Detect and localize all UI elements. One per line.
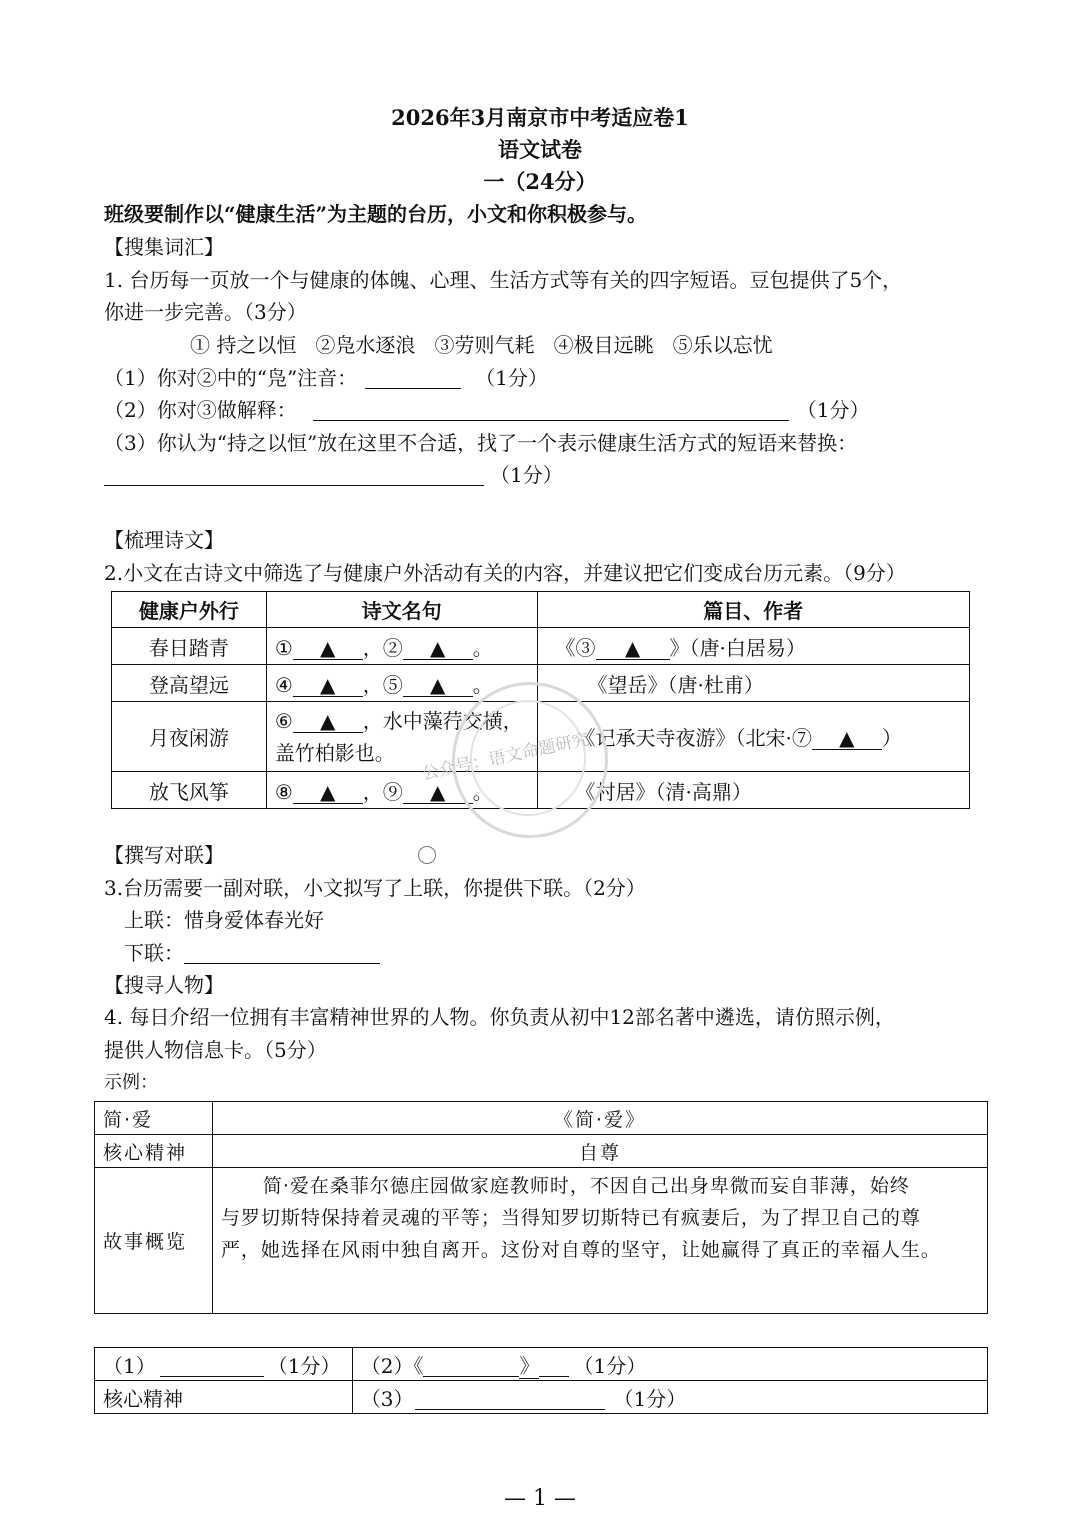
answer-cell-1 — [95, 1348, 353, 1381]
line-text: ，水中藻荇交横， — [362, 708, 523, 733]
label: （3） — [360, 1386, 414, 1411]
marker: ④ — [274, 672, 293, 697]
period: 。 — [472, 779, 493, 804]
sub-question-1 — [104, 364, 548, 392]
answer-blank-name[interactable] — [160, 1354, 264, 1377]
table-row — [95, 1102, 988, 1135]
work-suffix: ） — [881, 726, 902, 750]
comma: ， — [362, 635, 383, 660]
circle-mark-icon — [418, 846, 436, 864]
marker: ① — [274, 635, 293, 660]
example-spirit-label: 核心精神 — [95, 1135, 213, 1168]
heading-character: 【搜寻人物】 — [104, 973, 224, 997]
table-row — [95, 1135, 988, 1168]
label: （1） — [103, 1353, 156, 1378]
marker: ⑤ — [382, 672, 403, 697]
table-row — [95, 1168, 988, 1314]
question-1-line1: 1. 台历每一页放一个与健康的体魄、心理、生活方式等有关的四字短语。豆包提供了5个， — [104, 268, 903, 292]
question-4-line2: 提供人物信息卡。（5分） — [104, 1038, 327, 1062]
sub-question-2 — [104, 396, 869, 424]
answer-blank[interactable]: ▲ — [293, 637, 363, 660]
question-1-line2: 你进一步完善。（3分） — [104, 300, 307, 324]
answer-card-table — [94, 1347, 988, 1414]
marker: ⑥ — [274, 708, 293, 733]
example-story-label: 故事概览 — [95, 1168, 213, 1314]
answer-cell-2 — [352, 1348, 987, 1381]
couplet-upper: 上联：惜身爱体春光好 — [124, 908, 324, 932]
score: （1分） — [573, 1353, 647, 1378]
table-row — [95, 1348, 988, 1381]
sub-question-3: （3）你认为“持之以恒”放在这里不合适，找了一个表示健康生活方式的短语来替换： — [104, 431, 858, 455]
score: （1分） — [613, 1386, 687, 1411]
comma: ， — [362, 672, 383, 697]
header-work: 篇目、作者 — [537, 592, 969, 628]
answer-blank[interactable]: ▲ — [403, 781, 473, 804]
phrase-options: ① 持之以恒 ②凫水逐浪 ③劳则气耗 ④极目远眺 ⑤乐以忘忧 — [190, 333, 773, 357]
answer-blank[interactable]: ▲ — [596, 637, 670, 660]
answer-blank-replacement[interactable] — [104, 463, 484, 486]
activity-cell: 放飞风筝 — [112, 772, 267, 809]
heading-couplet: 【撰写对联】 — [104, 843, 224, 867]
answer-blank-couplet[interactable] — [184, 941, 380, 964]
example-story — [212, 1168, 987, 1314]
section-heading: 一（24分） — [483, 169, 597, 194]
score: （1分） — [267, 1353, 341, 1378]
marker: ② — [382, 635, 403, 660]
question-4-line1: 4. 每日介绍一位拥有丰富精神世界的人物。你负责从初中12部名著中遴选，请仿照示例， — [104, 1005, 895, 1029]
heading-poetry: 【梳理诗文】 — [104, 528, 224, 552]
answer-blank-explain[interactable] — [313, 398, 789, 421]
work-text: 《村居》（清·高鼎） — [575, 779, 752, 804]
example-name: 简·爱 — [95, 1102, 213, 1135]
answer-blank-pinyin[interactable] — [365, 366, 461, 389]
table-row — [95, 1381, 988, 1414]
answer-blank[interactable]: ▲ — [403, 674, 473, 697]
sub3-score: （1分） — [490, 463, 563, 487]
watermark-text: 公众号：语文命题研究 — [420, 729, 591, 785]
answer-blank[interactable]: ▲ — [293, 781, 363, 804]
story-line: 严，她选择在风雨中独自离开。这份对自尊的坚守，让她赢得了真正的幸福人生。 — [220, 1239, 941, 1261]
work-prefix: 《记承天寺夜游》（北宋·⑦ — [575, 726, 812, 750]
sub2-score: （1分） — [796, 398, 870, 422]
header-lines: 诗文名句 — [266, 592, 537, 628]
work-text: 《望岳》（唐·杜甫） — [587, 672, 764, 697]
period: 。 — [472, 635, 493, 660]
comma: ， — [362, 779, 383, 804]
sub1-score: （1分） — [475, 366, 548, 390]
page-number: — 1 — — [504, 1486, 576, 1511]
poetry-table-header — [112, 592, 970, 628]
table-row — [112, 628, 970, 665]
work-suffix: 》（唐·白居易） — [669, 635, 806, 660]
lines-cell — [266, 628, 537, 665]
example-label: 示例： — [104, 1072, 158, 1093]
story-line: 与罗切斯特保持着灵魂的平等；当得知罗切斯特已有疯妻后，为了捍卫自己的尊 — [220, 1207, 921, 1229]
example-book: 《简·爱》 — [212, 1102, 987, 1135]
couplet-lower-label: 下联： — [124, 941, 184, 965]
example-spirit: 自尊 — [212, 1135, 987, 1168]
marker: ⑧ — [274, 779, 293, 804]
answer-cell-3 — [352, 1381, 987, 1414]
story-line: 简·爱在桑菲尔德庄园做家庭教师时，不因自己出身卑微而妄自菲薄，始终 — [262, 1175, 910, 1197]
label: （2）《 — [360, 1353, 424, 1378]
exam-subtitle: 语文试卷 — [498, 137, 582, 162]
work-cell — [537, 665, 969, 702]
answer-blank[interactable]: ▲ — [812, 727, 882, 750]
sub1-label: （1）你对②中的“凫”注音： — [104, 366, 358, 390]
label: 》 — [519, 1353, 540, 1378]
period: 。 — [472, 672, 493, 697]
answer-spirit-label: 核心精神 — [95, 1381, 353, 1414]
header-activity: 健康户外行 — [112, 592, 267, 628]
answer-blank[interactable]: ▲ — [293, 710, 363, 733]
heading-collect-words: 【搜集词汇】 — [104, 235, 224, 259]
line-text: 盖竹柏影也。 — [274, 740, 395, 765]
sub-question-3-answer — [104, 461, 563, 489]
question-3: 3.台历需要一副对联，小文拟写了上联，你提供下联。（2分） — [104, 876, 646, 900]
activity-cell: 月夜闲游 — [112, 702, 267, 772]
activity-cell: 春日踏青 — [112, 628, 267, 665]
couplet-lower-row — [124, 939, 380, 967]
intro-text: 班级要制作以“健康生活”为主题的台历，小文和你积极参与。 — [104, 202, 648, 226]
answer-blank-book[interactable] — [423, 1354, 519, 1377]
question-2: 2.小文在古诗文中筛选了与健康户外活动有关的内容，并建议把它们变成台历元素。（9分） — [104, 561, 906, 585]
marker: ⑨ — [382, 779, 403, 804]
answer-blank[interactable]: ▲ — [403, 637, 473, 660]
work-prefix: 《③ — [555, 635, 596, 660]
exam-title: 2026年3月南京市中考适应卷1 — [391, 105, 689, 130]
answer-blank-tail — [539, 1354, 569, 1377]
sub2-label: （2）你对③做解释： — [104, 398, 297, 422]
work-cell — [537, 628, 969, 665]
activity-cell: 登高望远 — [112, 665, 267, 702]
answer-blank[interactable]: ▲ — [293, 674, 363, 697]
example-card-table — [94, 1101, 988, 1314]
answer-blank-spirit[interactable] — [415, 1387, 605, 1410]
